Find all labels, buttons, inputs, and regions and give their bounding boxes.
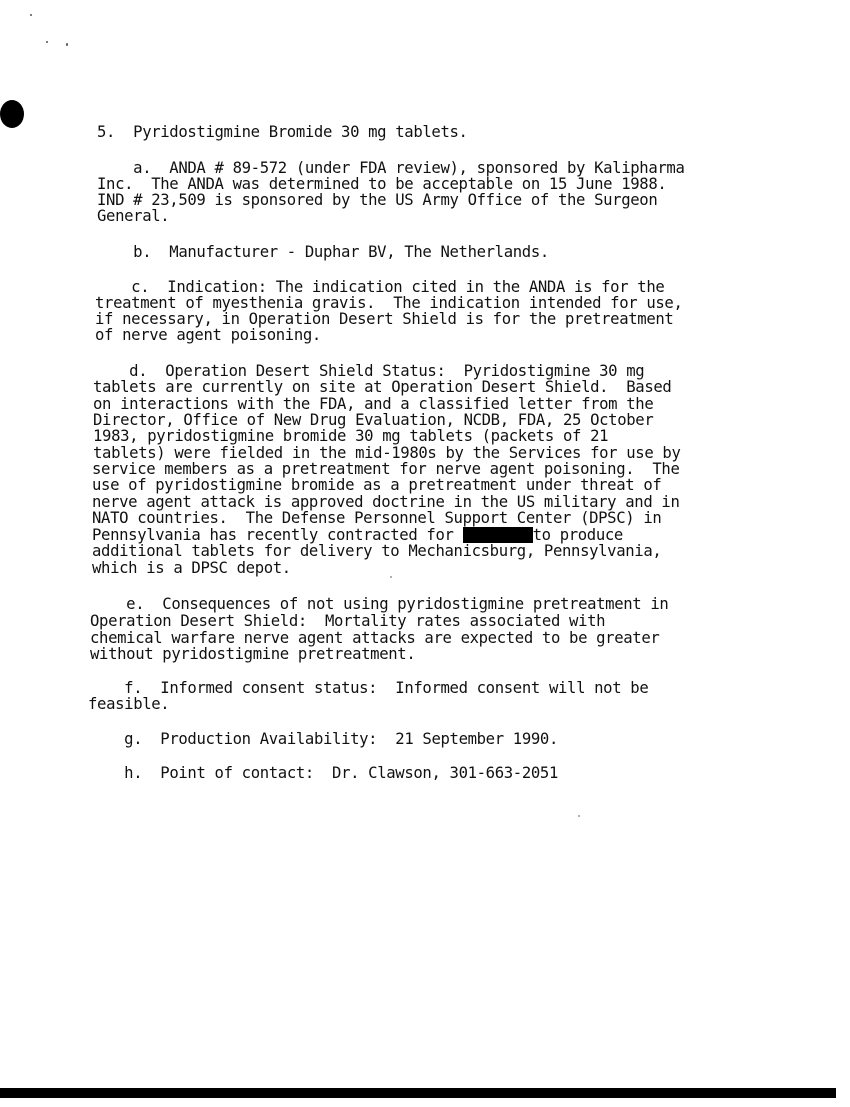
- scan-speck: [390, 576, 392, 578]
- punch-hole-mark: [0, 100, 24, 128]
- item-d-line-11-redacted: [92, 527, 623, 543]
- item-a-line-4: General.: [97, 207, 170, 225]
- item-d-line-12: additional tablets for delivery to Mechanicsburg, Pennsylvania,: [92, 542, 662, 560]
- item-c-line-4: of nerve agent poisoning.: [95, 326, 321, 344]
- item-d-line-1: d. Operation Desert Shield Status: Pyridostigmine 30 mg: [93, 362, 645, 380]
- item-f-line-1: f. Informed consent status: Informed consent will not be: [88, 679, 649, 697]
- item-d-line-13: which is a DPSC depot.: [92, 559, 291, 577]
- item-h-line-1: h. Point of contact: Dr. Clawson, 301-663-2051: [88, 764, 558, 782]
- item-e-line-4: without pyridostigmine pretreatment.: [90, 645, 416, 663]
- item-g-line-1: g. Production Availability: 21 September 1990.: [88, 730, 558, 748]
- item-d-line-5: 1983, pyridostigmine bromide 30 mg tablets (packets of 21: [93, 427, 609, 445]
- item-d-line-6: tablets) were fielded in the mid-1980s by the Services for use by: [93, 444, 681, 462]
- item-d-line-10: NATO countries. The Defense Personnel Support Center (DPSC) in: [92, 509, 662, 527]
- item-a-line-2: Inc. The ANDA was determined to be acceptable on 15 June 1988.: [97, 175, 667, 193]
- item-d-line-7: service members as a pretreatment for nerve agent poisoning. The: [92, 460, 680, 478]
- item-d-line-2: tablets are currently on site at Operation Desert Shield. Based: [93, 378, 672, 396]
- item-c-line-3: if necessary, in Operation Desert Shield is for the pretreatment: [95, 310, 674, 328]
- scan-speck: [578, 815, 580, 817]
- scan-speck: [66, 43, 68, 46]
- item-e-line-2: Operation Desert Shield: Mortality rates associated with: [90, 612, 606, 630]
- item-b-line-1: b. Manufacturer - Duphar BV, The Netherlands.: [97, 243, 549, 261]
- item-a-line-1: a. ANDA # 89-572 (under FDA review), sponsored by Kalipharma: [97, 159, 685, 177]
- item-c-line-1: c. Indication: The indication cited in the ANDA is for the: [95, 278, 665, 296]
- item-e-line-1: e. Consequences of not using pyridostigmine pretreatment in: [90, 595, 669, 613]
- redacted-line-before-text: Pennsylvania has recently contracted for: [92, 526, 463, 544]
- item-c-line-2: treatment of myesthenia gravis. The indication intended for use,: [95, 294, 683, 312]
- item-a-line-3: IND # 23,509 is sponsored by the US Army Office of the Surgeon: [97, 191, 658, 209]
- item-d-line-4: Director, Office of New Drug Evaluation, NCDB, FDA, 25 October: [93, 411, 654, 429]
- item-d-line-8: use of pyridostigmine bromide as a pretreatment under threat of: [92, 476, 662, 494]
- scan-speck: [30, 14, 32, 16]
- redaction-box: [463, 527, 533, 543]
- item-e-line-3: chemical warfare nerve agent attacks are expected to be greater: [90, 629, 660, 647]
- section-heading: 5. Pyridostigmine Bromide 30 mg tablets.: [97, 123, 468, 141]
- scan-edge-bar: [0, 1088, 836, 1098]
- item-d-line-3: on interactions with the FDA, and a classified letter from the: [93, 395, 654, 413]
- item-f-line-2: feasible.: [88, 695, 170, 713]
- scan-speck: [46, 41, 48, 43]
- redacted-line-after-text: to produce: [532, 526, 623, 544]
- item-d-line-9: nerve agent attack is approved doctrine in the US military and in: [92, 493, 680, 511]
